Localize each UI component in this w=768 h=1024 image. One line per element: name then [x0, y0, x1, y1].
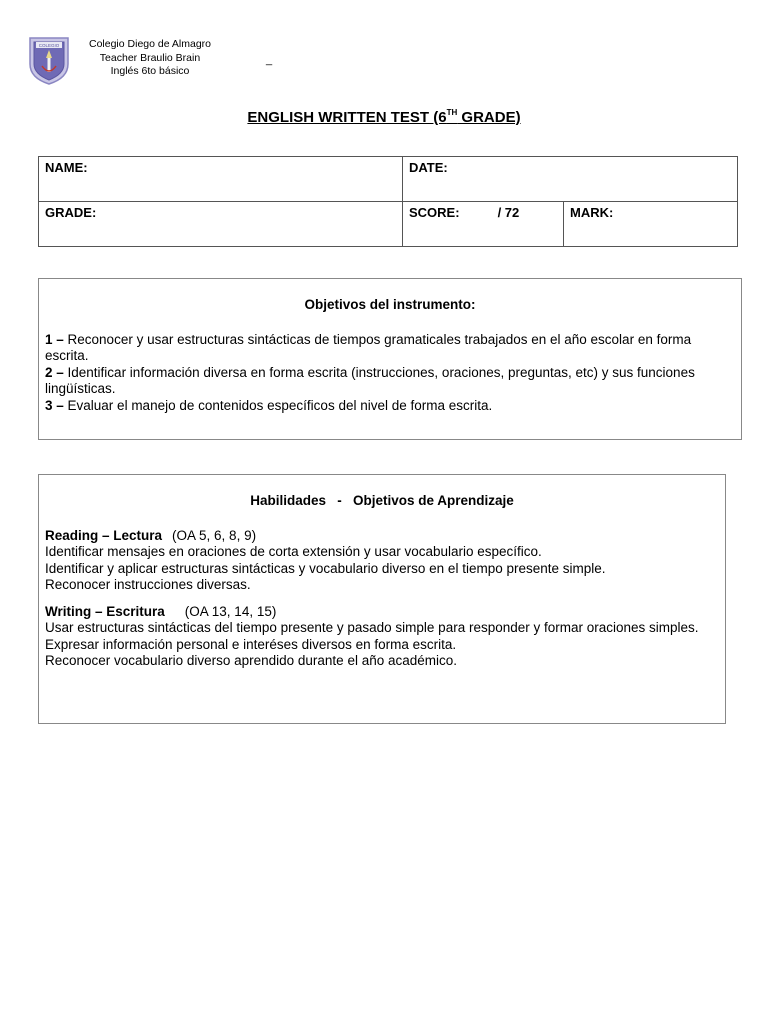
title-main: ENGLISH WRITTEN TEST (6: [247, 109, 447, 126]
objectives-box: [38, 278, 742, 440]
writing-line: Expresar información personal e interéses diversos en forma escrita.: [45, 636, 457, 652]
objective-item: [45, 398, 735, 415]
title-end: GRADE): [457, 109, 521, 126]
reading-line: Identificar mensajes en oraciones de corta extensión y usar vocabulario específico.: [45, 544, 542, 559]
reading-label: Reading – Lectura: [45, 527, 163, 543]
grade-label: GRADE:: [45, 205, 97, 220]
writing-heading: [45, 604, 719, 621]
objective-number: 3 –: [45, 397, 64, 413]
reading-line: Identificar y aplicar estructuras sintácticas y vocabulario diverso en el tiempo presente simple.: [45, 560, 606, 576]
writing-line: Reconocer vocabulario diverso aprendido durante el año académico.: [45, 653, 458, 668]
writing-label: Writing – Escritura: [45, 603, 165, 619]
mark-cell[interactable]: [564, 202, 738, 247]
header-dash: _: [266, 54, 273, 66]
course-name: Inglés 6to básico: [110, 65, 190, 77]
school-logo: [28, 36, 70, 86]
objective-item: [45, 365, 735, 398]
objective-text: Evaluar el manejo de contenidos específicos del nivel de forma escrita.: [63, 397, 493, 413]
name-label: NAME:: [45, 160, 88, 175]
objective-item: [45, 332, 735, 365]
date-cell[interactable]: [403, 157, 738, 202]
reading-oa: (OA 5, 6, 8, 9): [172, 527, 257, 543]
reading-heading: [45, 528, 719, 545]
student-info-table: [38, 156, 738, 247]
title-superscript: TH: [446, 108, 458, 117]
writing-line: Usar estructuras sintácticas del tiempo presente y pasado simple para responder y formar oraciones simples.: [45, 620, 699, 635]
objective-text: Identificar información diversa en forma escrita (instrucciones, oraciones, preguntas, etc) y sus funciones lingüísticas.: [45, 364, 695, 396]
skills-heading: Habilidades - Objetivos de Aprendizaje: [250, 493, 514, 508]
score-cell[interactable]: [403, 202, 564, 247]
score-label: SCORE:: [409, 205, 460, 220]
mark-label: MARK:: [570, 205, 614, 220]
grade-cell[interactable]: [39, 202, 403, 247]
skills-box: [38, 474, 726, 724]
name-cell[interactable]: [39, 157, 403, 202]
school-header: [80, 38, 220, 79]
objectives-heading: Objetivos del instrumento:: [304, 297, 476, 312]
logo-text: COLEGIO: [38, 43, 60, 48]
score-value: / 72: [497, 205, 520, 220]
page-title: [0, 108, 768, 126]
objective-number: 1 –: [45, 331, 64, 347]
date-label: DATE:: [409, 160, 448, 175]
objective-number: 2 –: [45, 364, 64, 380]
objective-text: Reconocer y usar estructuras sintácticas de tiempos gramaticales trabajados en el año escolar en forma escrita.: [45, 331, 692, 363]
reading-line: Reconocer instrucciones diversas.: [45, 577, 251, 592]
teacher-name: Teacher Braulio Brain: [99, 51, 201, 64]
school-name: Colegio Diego de Almagro: [89, 38, 211, 50]
writing-oa: (OA 13, 14, 15): [184, 603, 277, 619]
